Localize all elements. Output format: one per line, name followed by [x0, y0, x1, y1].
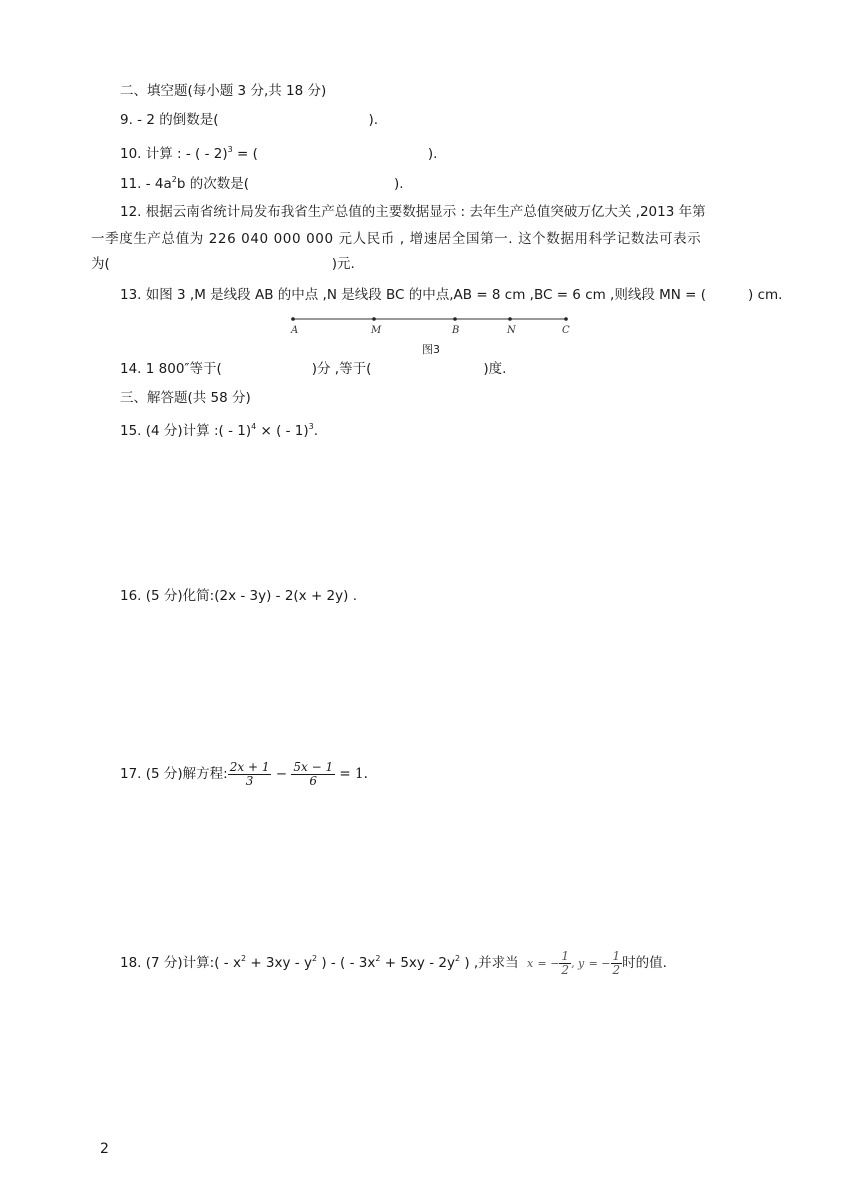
q10-suffix: ).: [427, 146, 438, 162]
q11-prefix: 11. - 4a: [120, 176, 172, 192]
q18-x-frac-num: 1: [561, 948, 570, 963]
q18-x-fraction: [559, 950, 571, 977]
point-n-dot: [508, 317, 512, 321]
q14-prefix: 14. 1 800″等于(: [120, 361, 222, 377]
q18-y-eq: = −: [588, 957, 611, 970]
q11-mid: b 的次数是(: [176, 176, 250, 192]
q18-y-fraction: [611, 950, 623, 977]
q15-exponent-1: 4: [251, 422, 257, 431]
q17-fraction-2: [291, 761, 335, 788]
q17-rhs: = 1.: [339, 766, 368, 782]
q18-exp-3: 2: [375, 954, 381, 963]
point-b-label: B: [452, 325, 460, 336]
question-12-line1: 12. 根据云南省统计局发布我省生产总值的主要数据显示 : 去年生产总值突破万亿大关 ,2013 年第: [120, 204, 706, 220]
point-n-label: N: [507, 325, 516, 336]
point-a-label: A: [291, 325, 299, 336]
page-number: 2: [100, 1141, 109, 1157]
q13-suffix: ) cm.: [748, 287, 783, 303]
q15-mid: × ( - 1): [256, 423, 309, 439]
point-a-dot: [291, 317, 295, 321]
q11-suffix: ).: [394, 176, 404, 192]
q17-f2-numerator: 5x − 1: [293, 759, 334, 774]
question-10: [120, 141, 437, 163]
question-15: [120, 418, 318, 440]
q17-fraction-1: [228, 761, 272, 788]
point-b-dot: [453, 317, 457, 321]
q18-suffix: 时的值.: [622, 955, 667, 971]
q18-x-eq: = −: [537, 957, 560, 970]
q18-prefix: 18. (7 分)计算:( - x: [120, 955, 241, 971]
question-12-line2: 一季度生产总值为 226 040 000 000 元人民币 , 增速居全国第一. 这个数据用科学记数法可表示: [91, 231, 702, 247]
q18-part-5: ) ,并求当: [460, 955, 519, 971]
q18-x-frac-den: 2: [561, 962, 570, 977]
q12-line3-prefix: 为(: [91, 256, 110, 272]
segment-figure: [285, 312, 585, 342]
question-12-line3: [91, 255, 355, 273]
q17-minus: −: [275, 766, 288, 782]
q10-mid: = (: [232, 146, 258, 162]
q18-y-frac-den: 2: [612, 962, 621, 977]
q14-suffix: )度.: [483, 361, 507, 377]
question-14: [120, 360, 506, 378]
figure-caption: 图3: [422, 343, 440, 356]
question-18: [120, 942, 667, 981]
section2-title: 二、填空题(每小题 3 分,共 18 分): [120, 83, 327, 99]
point-c-dot: [564, 317, 568, 321]
q18-exp-2: 2: [311, 954, 318, 963]
question-17: [120, 757, 368, 791]
q10-prefix: 10. 计算 : - ( - 2): [120, 146, 228, 162]
q17-prefix: 17. (5 分)解方程:: [120, 766, 228, 782]
q18-y-var: , y: [571, 957, 585, 970]
q18-exp-1: 2: [240, 954, 247, 963]
q18-part-4: + 5xy - 2y: [380, 955, 455, 971]
q18-x-var: x: [526, 957, 534, 970]
q17-f1-numerator: 2x + 1: [229, 759, 270, 774]
q17-f2-denominator: 6: [309, 773, 318, 788]
q11-exponent: 2: [171, 175, 177, 184]
q17-f1-denominator: 3: [245, 773, 254, 788]
point-m-dot: [372, 317, 376, 321]
section3-title: 三、解答题(共 58 分): [120, 390, 251, 406]
q9-suffix: ).: [368, 112, 379, 128]
q9-prefix: 9. - 2 的倒数是(: [120, 112, 219, 128]
q18-part-3: ) - ( - 3x: [317, 955, 376, 971]
q10-exponent: 3: [227, 145, 233, 154]
question-16: 16. (5 分)化简:(2x - 3y) - 2(x + 2y) .: [120, 588, 357, 604]
q15-text: 15. (4 分)计算 :( - 1): [120, 423, 252, 439]
q14-mid: )分 ,等于(: [311, 361, 372, 377]
question-9: [120, 111, 378, 129]
point-m-label: M: [371, 325, 382, 336]
q12-line3-suffix: )元.: [331, 256, 355, 272]
question-13: [120, 286, 782, 304]
q15-end: .: [313, 423, 319, 439]
question-11: [120, 171, 404, 193]
q18-exp-4: 2: [454, 954, 461, 963]
q13-prefix: 13. 如图 3 ,M 是线段 AB 的中点 ,N 是线段 BC 的中点,AB = 8 cm ,BC = 6 cm ,则线段 MN = (: [120, 287, 707, 303]
point-c-label: C: [562, 325, 570, 336]
q15-exponent-2: 3: [308, 422, 314, 431]
q18-y-frac-num: 1: [612, 948, 621, 963]
q18-part-2: + 3xy - y: [246, 955, 312, 971]
